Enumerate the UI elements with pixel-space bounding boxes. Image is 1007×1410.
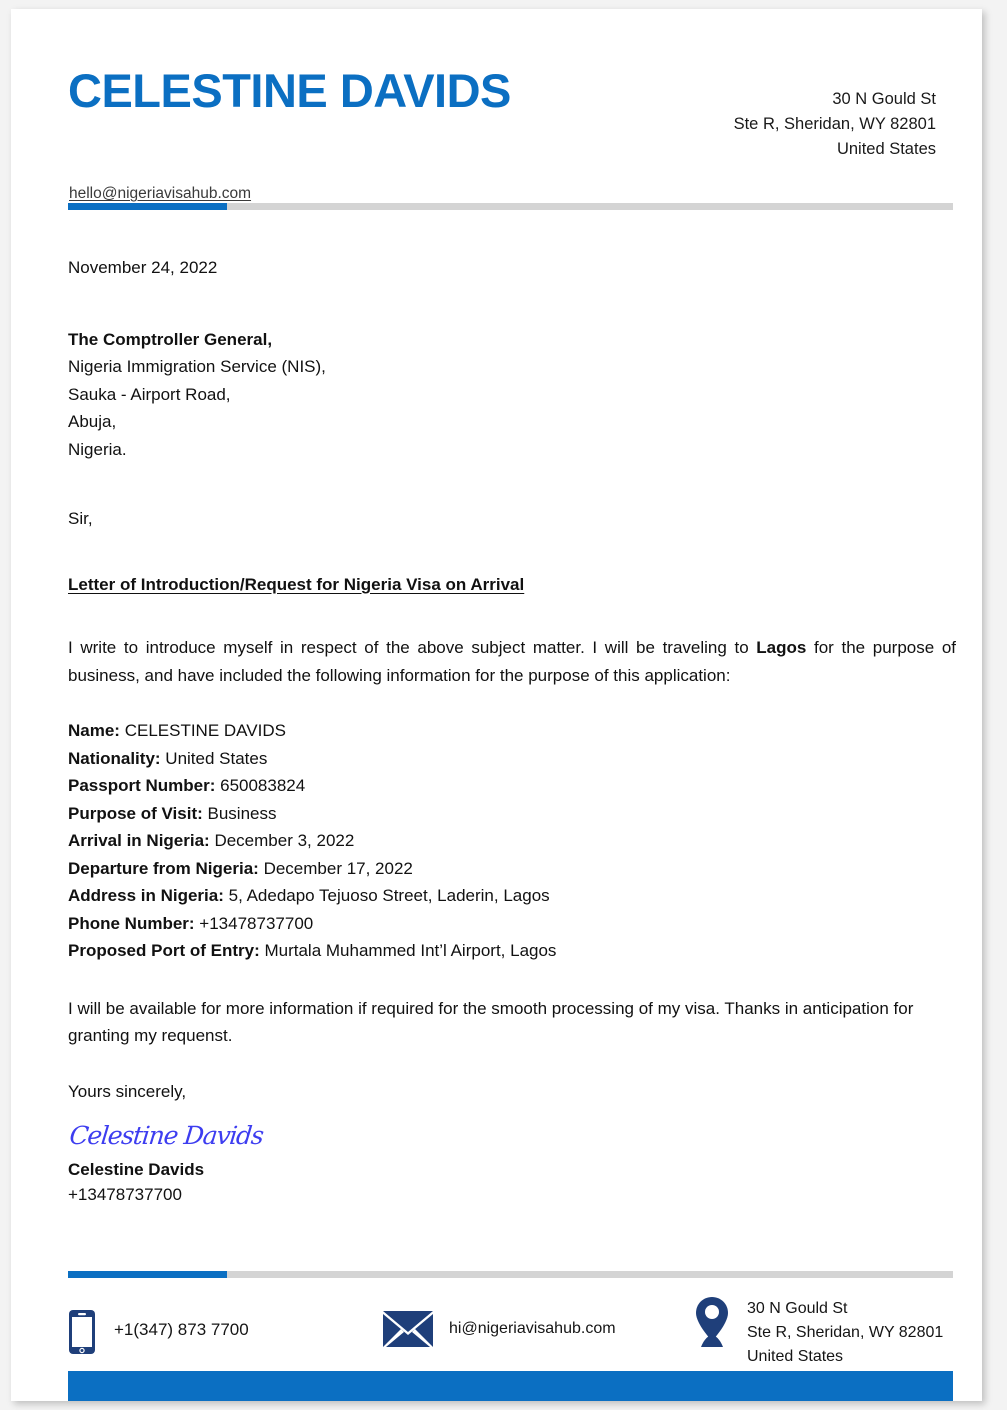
recipient-line-2: Nigeria Immigration Service (NIS), — [68, 357, 326, 376]
footer-contact-bar — [11, 1293, 982, 1363]
applicant-details-list — [68, 717, 956, 965]
letterhead-header — [11, 9, 982, 209]
map-pin-icon — [691, 1295, 733, 1349]
signatory-name: Celestine Davids — [68, 1160, 205, 1179]
intro-paragraph-part1: I write to introduce myself in respect of the above subject matter. I will be traveling to — [68, 638, 757, 657]
sender-email-link[interactable]: hello@nigeriavisahub.com — [69, 185, 252, 202]
sender-address-line-1: 30 N Gould St — [832, 90, 936, 108]
detail-row — [68, 745, 956, 773]
sender-name-heading: CELESTINE DAVIDS — [68, 64, 511, 117]
subject-line: Letter of Introduction/Request for Nigeria Visa on Arrival — [68, 574, 525, 594]
intro-paragraph — [68, 634, 956, 689]
footer-divider-accent — [68, 1271, 227, 1278]
sender-address-line-3: United States — [836, 140, 936, 158]
detail-value: December 3, 2022 — [214, 831, 355, 850]
header-divider — [68, 203, 953, 210]
detail-row — [68, 937, 956, 965]
header-divider-accent — [68, 203, 227, 210]
footer-phone-item[interactable] — [68, 1309, 249, 1355]
detail-row — [68, 882, 956, 910]
closing-paragraph: I will be available for more information if required for the smooth processing of my visa. Thanks in anticipation for granting my requenst. — [68, 998, 914, 1045]
bottom-accent-bar — [68, 1371, 953, 1401]
detail-key: Name: — [68, 721, 120, 740]
detail-row — [68, 800, 956, 828]
detail-key: Proposed Port of Entry: — [68, 941, 260, 960]
detail-row — [68, 855, 956, 883]
footer-divider — [68, 1271, 953, 1278]
footer-email-item[interactable] — [383, 1311, 616, 1347]
intro-paragraph-part2: for the purpose of business, and have included the following information for the purpose of this application: — [68, 638, 956, 685]
recipient-line-3: Sauka - Airport Road, — [68, 384, 231, 404]
sign-off: Yours sincerely, — [68, 1081, 187, 1101]
footer-address-line-3: United States — [747, 1348, 844, 1365]
signature-block — [68, 1121, 568, 1207]
detail-key: Phone Number: — [68, 913, 195, 933]
recipient-line-1: The Comptroller General, — [68, 329, 273, 349]
detail-row — [68, 910, 956, 938]
detail-row — [68, 827, 956, 855]
mobile-phone-icon — [68, 1309, 96, 1355]
destination-highlight: Lagos — [756, 638, 807, 657]
detail-row — [68, 772, 956, 800]
footer-email-text: hi@nigeriavisahub.com — [449, 1320, 616, 1337]
recipient-line-5: Nigeria. — [68, 439, 127, 459]
footer-address-line-2: Ste R, Sheridan, WY 82801 — [747, 1324, 944, 1341]
detail-key: Address in Nigeria: — [68, 886, 224, 905]
detail-key: Passport Number: — [68, 776, 216, 795]
envelope-icon — [383, 1311, 433, 1347]
salutation: Sir, — [68, 509, 93, 528]
recipient-line-4: Abuja, — [68, 412, 117, 431]
recipient-block — [68, 326, 956, 464]
footer-address-item — [691, 1295, 943, 1369]
detail-value: United States — [165, 748, 268, 768]
footer-address-text — [747, 1295, 943, 1369]
detail-value: Murtala Muhammed Int’l Airport, Lagos — [264, 941, 557, 960]
sender-address-line-2: Ste R, Sheridan, WY 82801 — [733, 115, 936, 133]
detail-key: Purpose of Visit: — [68, 803, 203, 823]
detail-value: 5, Adedapo Tejuoso Street, Laderin, Lagos — [228, 886, 550, 905]
signatory-phone: +13478737700 — [68, 1185, 182, 1204]
footer-phone-text: +1(347) 873 7700 — [114, 1320, 249, 1339]
detail-value: 650083824 — [220, 776, 306, 795]
detail-key: Nationality: — [68, 748, 161, 768]
letter-page — [11, 9, 982, 1401]
letter-body — [68, 254, 956, 1105]
detail-value: Business — [207, 803, 277, 823]
sender-address-block — [734, 87, 936, 162]
detail-value: CELESTINE DAVIDS — [124, 721, 286, 740]
detail-key: Arrival in Nigeria: — [68, 831, 210, 850]
detail-row — [68, 717, 956, 745]
footer-address-line-1: 30 N Gould St — [747, 1300, 848, 1317]
detail-value: December 17, 2022 — [263, 858, 413, 878]
handwritten-signature: Celestine Davids — [68, 1121, 265, 1150]
detail-key: Departure from Nigeria: — [68, 858, 259, 878]
detail-value: +13478737700 — [199, 913, 314, 933]
letter-date: November 24, 2022 — [68, 258, 218, 277]
